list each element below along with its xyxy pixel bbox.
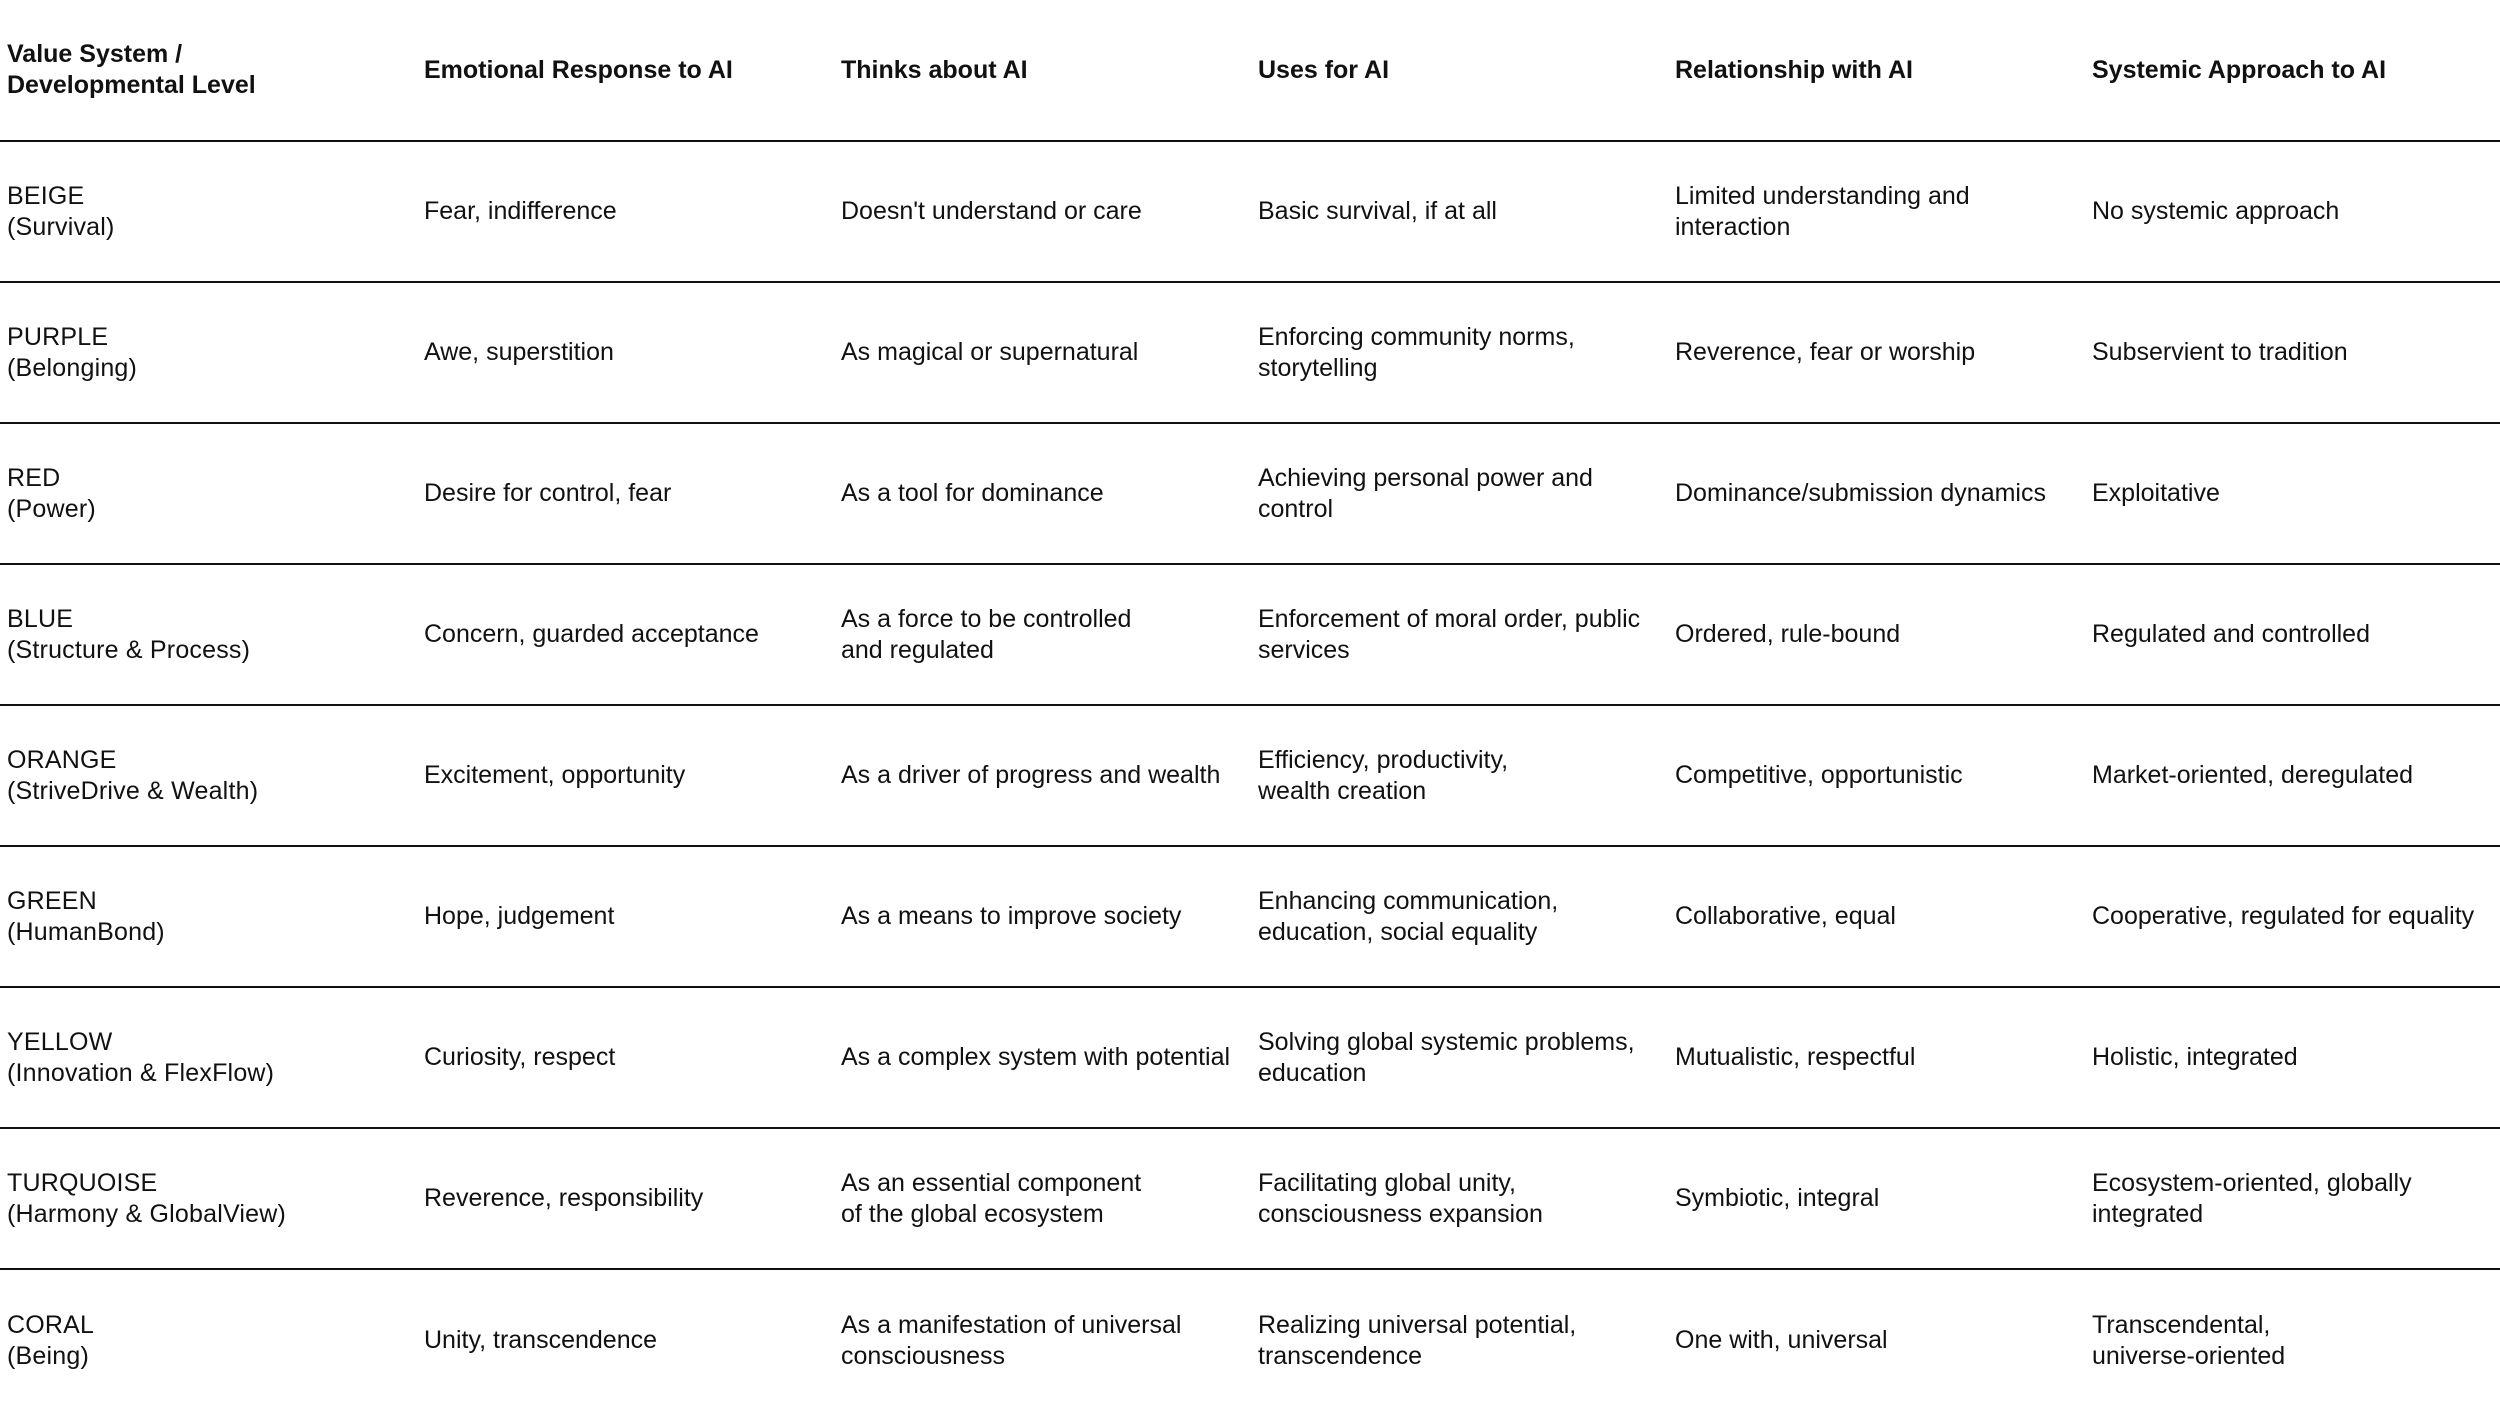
table-row <box>0 1270 2500 1411</box>
cell-systemic-approach: Market-oriented, deregulated <box>2092 761 2414 789</box>
cell-relationship-with-ai: Dominance/submission dynamics <box>1675 479 2046 507</box>
header-emotional-response: Emotional Response to AI <box>424 55 733 84</box>
table-row <box>0 424 2500 565</box>
cell-value-system: ORANGE (StriveDrive & Wealth) <box>7 745 259 805</box>
cell-systemic-approach: Transcendental, universe-oriented <box>2092 1310 2286 1370</box>
cell-emotional-response: Fear, indifference <box>424 197 617 225</box>
header-value-system: Value System / Developmental Level <box>7 40 256 99</box>
cell-value-system: PURPLE (Belonging) <box>7 322 138 382</box>
table-header-row <box>0 0 2500 142</box>
cell-thinks-about-ai: As magical or supernatural <box>841 338 1139 366</box>
cell-thinks-about-ai: As an essential component of the global ecosystem <box>841 1168 1142 1228</box>
cell-thinks-about-ai: As a manifestation of universal consciousness <box>841 1310 1182 1370</box>
cell-value-system: TURQUOISE (Harmony & GlobalView) <box>7 1168 287 1228</box>
cell-value-system: RED (Power) <box>7 463 96 523</box>
cell-relationship-with-ai: Limited understanding and interaction <box>1675 181 1970 241</box>
cell-thinks-about-ai: As a driver of progress and wealth <box>841 761 1221 789</box>
cell-emotional-response: Concern, guarded acceptance <box>424 620 759 648</box>
cell-thinks-about-ai: As a complex system with potential <box>841 1043 1231 1071</box>
cell-emotional-response: Awe, superstition <box>424 338 614 366</box>
header-thinks-about-ai: Thinks about AI <box>841 55 1028 84</box>
cell-value-system: CORAL (Being) <box>7 1310 95 1370</box>
cell-thinks-about-ai: As a tool for dominance <box>841 479 1104 507</box>
cell-value-system: YELLOW (Innovation & FlexFlow) <box>7 1027 275 1087</box>
cell-relationship-with-ai: Collaborative, equal <box>1675 902 1896 930</box>
cell-emotional-response: Hope, judgement <box>424 902 615 930</box>
cell-thinks-about-ai: As a force to be controlled and regulated <box>841 604 1132 664</box>
cell-emotional-response: Excitement, opportunity <box>424 761 686 789</box>
cell-uses-for-ai: Enhancing communication, education, social equality <box>1258 886 1559 946</box>
table-row <box>0 988 2500 1129</box>
cell-thinks-about-ai: As a means to improve society <box>841 902 1182 930</box>
header-relationship-with-ai: Relationship with AI <box>1675 55 1913 84</box>
table-row <box>0 1129 2500 1270</box>
cell-uses-for-ai: Basic survival, if at all <box>1258 197 1497 225</box>
table-row <box>0 847 2500 988</box>
cell-emotional-response: Reverence, responsibility <box>424 1184 704 1212</box>
cell-uses-for-ai: Achieving personal power and control <box>1258 463 1593 523</box>
cell-systemic-approach: Exploitative <box>2092 479 2220 507</box>
cell-relationship-with-ai: Ordered, rule-bound <box>1675 620 1901 648</box>
cell-relationship-with-ai: Mutualistic, respectful <box>1675 1043 1916 1071</box>
cell-uses-for-ai: Realizing universal potential, transcendence <box>1258 1310 1577 1370</box>
cell-relationship-with-ai: Symbiotic, integral <box>1675 1184 1880 1212</box>
table-row <box>0 565 2500 706</box>
cell-systemic-approach: Ecosystem-oriented, globally integrated <box>2092 1168 2412 1228</box>
cell-uses-for-ai: Enforcement of moral order, public services <box>1258 604 1641 664</box>
header-uses-for-ai: Uses for AI <box>1258 55 1390 84</box>
table-row <box>0 283 2500 424</box>
cell-systemic-approach: Holistic, integrated <box>2092 1043 2298 1071</box>
cell-emotional-response: Unity, transcendence <box>424 1326 657 1354</box>
cell-systemic-approach: Cooperative, regulated for equality <box>2092 902 2475 930</box>
cell-emotional-response: Curiosity, respect <box>424 1043 616 1071</box>
cell-relationship-with-ai: Reverence, fear or worship <box>1675 338 1976 366</box>
cell-uses-for-ai: Efficiency, productivity, wealth creation <box>1258 745 1509 805</box>
header-systemic-approach: Systemic Approach to AI <box>2092 55 2387 84</box>
cell-relationship-with-ai: Competitive, opportunistic <box>1675 761 1963 789</box>
cell-systemic-approach: Subservient to tradition <box>2092 338 2348 366</box>
cell-uses-for-ai: Solving global systemic problems, education <box>1258 1027 1635 1087</box>
cell-emotional-response: Desire for control, fear <box>424 479 672 507</box>
cell-value-system: BEIGE (Survival) <box>7 181 115 241</box>
cell-value-system: GREEN (HumanBond) <box>7 886 165 946</box>
cell-relationship-with-ai: One with, universal <box>1675 1326 1888 1354</box>
cell-uses-for-ai: Facilitating global unity, consciousness expansion <box>1258 1168 1543 1228</box>
cell-thinks-about-ai: Doesn't understand or care <box>841 197 1142 225</box>
cell-uses-for-ai: Enforcing community norms, storytelling <box>1258 322 1575 382</box>
cell-systemic-approach: Regulated and controlled <box>2092 620 2370 648</box>
cell-value-system: BLUE (Structure & Process) <box>7 604 251 664</box>
cell-systemic-approach: No systemic approach <box>2092 197 2340 225</box>
table-row <box>0 142 2500 283</box>
table-row <box>0 706 2500 847</box>
